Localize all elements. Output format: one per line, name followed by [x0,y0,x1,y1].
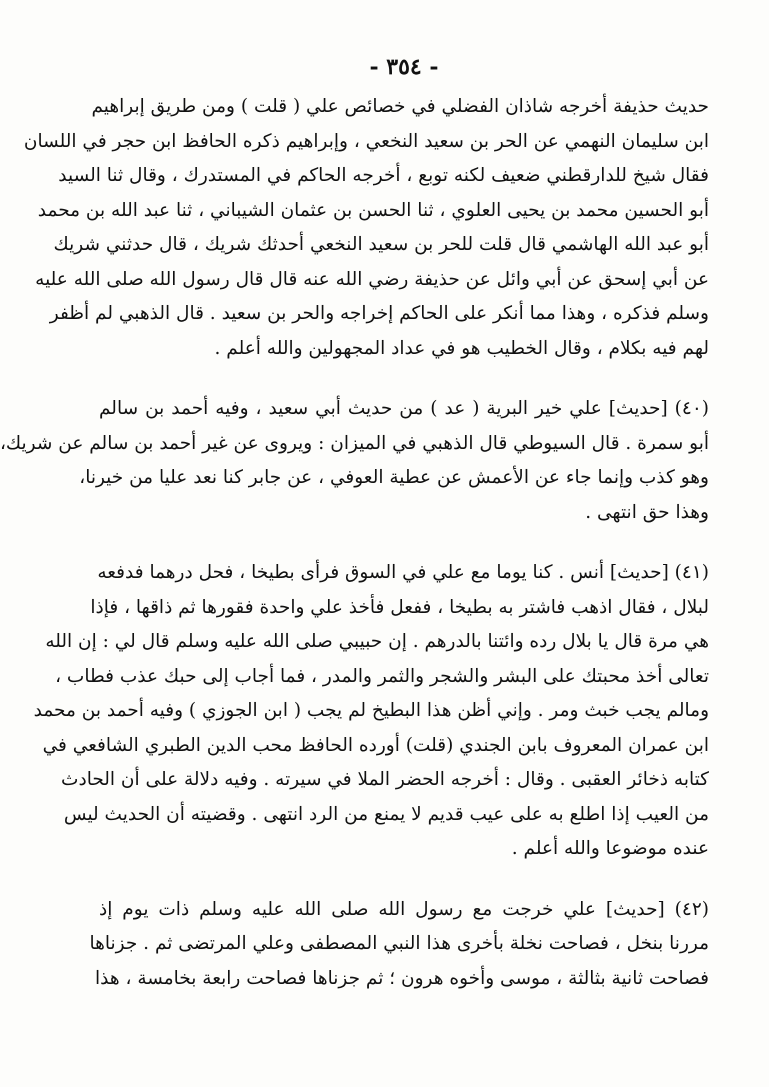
text-line: تعالى أخذ محبتك على البشر والشجر والثمر والمدر ، فما أجاب إلى حبك عذب فطاب ، [55,665,709,687]
paragraph-spacer [99,867,709,893]
text-line: أبو الحسين محمد بن يحيى العلوي ، ثنا الحسن بن عثمان الشيباني ، ثنا عبد الله بن محمد [37,199,709,221]
text-line: فقال شيخ للدارقطني ضعيف لكنه توبع ، أخرجه الحاكم في المستدرك ، وقال ثنا السيد [58,165,709,186]
paragraph-hadith-42 [89,893,709,997]
text-line: وسلم فذكره ، وهذا مما أنكر على الحاكم إخراجه والحر بن سعيد . قال الذهبي لم أظفر [49,303,709,324]
paragraph-hadith-hudhayfa [23,90,709,366]
paragraph-hadith-40 [0,392,709,530]
paragraph-spacer [99,366,709,392]
text-line: وهذا حق انتهى . [585,501,709,523]
text-line: كتابه ذخائر العقبى . وقال : أخرجه الحضر الملا في سيرته . وفيه دلالة على أن الحادث [61,769,709,790]
text-line: ومالم يجب خبث ومر . وإني أظن هذا البطيخ لم يجب ( ابن الجوزي ) وفيه أحمد بن محمد [33,700,709,721]
text-line: ابن سليمان النهمي عن الحر بن سعيد النخعي ، وإبراهيم ذكره الحافظ ابن حجر في اللسان [23,130,709,152]
text-line: ابن عمران المعروف بابن الجندي (قلت) أورده الحافظ محب الدين الطبري الشافعي في [42,734,709,756]
text-line: هي مرة قال يا بلال رده وائتنا بالدرهم . إن حبيبي صلى الله عليه وسلم قال لي : إن الله [45,631,709,652]
text-line: مررنا بنخل ، فصاحت نخلة بأخرى هذا النبي المصطفى وعلي المرتضى ثم . جزناها [89,933,709,954]
text-line: لهم فيه بكلام ، وقال الخطيب هو في عداد المجهولين والله أعلم . [214,337,709,359]
text-line: (٤٠) [حديث] علي خير البرية ( عد ) من حديث أبي سعيد ، وفيه أحمد بن سالم [99,398,709,419]
paragraph-hadith-41 [33,556,709,867]
text-line: لبلال ، فقال اذهب فاشتر به بطيخا ، ففعل فأخذ علي واحدة فقورها ثم ذاقها ، فإذا [90,596,709,618]
text-line: حديث حذيفة أخرجه شاذان الفضلي في خصائص علي ( قلت ) ومن طريق إبراهيم [91,96,709,117]
text-line: من العيب إذا اطلع به على عيب قديم لا يمنع من الرد انتهى . وقضيته أن الحديث ليس [63,803,709,825]
text-line: وهو كذب وإنما جاء عن الأعمش عن عطية العوفي ، عن جابر كنا نعد عليا من خيرنا، [79,467,709,488]
page-number: - ٣٥٤ - [369,54,439,80]
text-line: أبو سمرة . قال السيوطي قال الذهبي في الميزان : ويروى عن غير أحمد بن سالم عن شريك، [0,432,709,454]
text-line: عن أبي إسحق عن أبي وائل عن حذيفة رضي الله عنه قال قال رسول الله صلى الله عليه [35,268,709,290]
paragraph-spacer [99,530,709,556]
text-line: (٤٢) [حديث] علي خرجت مع رسول الله صلى الله عليه وسلم ذات يوم إذ [99,898,709,920]
text-line: (٤١) [حديث] أنس . كنا يوما مع علي في السوق فرأى بطيخا ، فحل درهما فدفعه [97,562,709,583]
text-line: فصاحت ثانية بثالثة ، موسى وأخوه هرون ؛ ثم جزناها فصاحت رابعة بخامسة ، هذا [95,967,709,989]
text-line: أبو عبد الله الهاشمي قال قلت للحر بن سعيد النخعي أحدثك شريك ، قال حدثني شريك [53,234,709,255]
text-line: عنده موضوعا والله أعلم . [511,838,709,859]
